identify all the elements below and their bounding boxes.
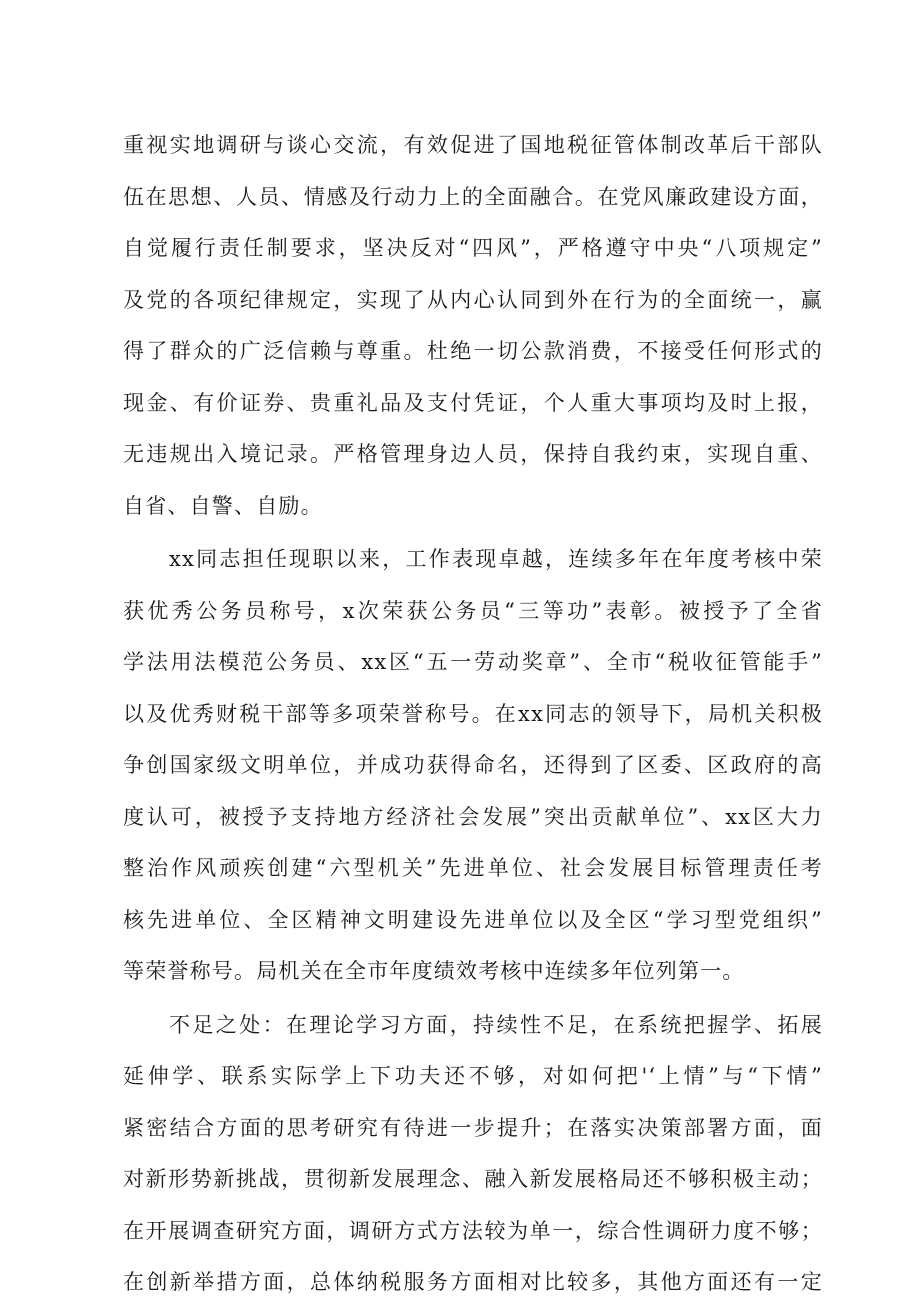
text-line: 度认可，被授予支持地方经济社会发展”突出贡献单位”、xx区大力 xyxy=(123,804,823,829)
text-line: 现金、有价证券、贵重礼品及支付凭证，个人重大事项均及时上报， xyxy=(123,390,823,415)
text-line: 伍在思想、人员、情感及行动力上的全面融合。在党风廉政建设方面， xyxy=(123,184,823,209)
text-line: 紧密结合方面的思考研究有待进一步提升；在落实决策部署方面，面 xyxy=(123,1115,823,1140)
paragraph-integrity xyxy=(123,120,823,532)
text-line: 争创国家级文明单位，并成功获得命名，还得到了区委、区政府的高 xyxy=(123,753,823,777)
text-line: 无违规出入境记录。严格管理身边人员，保持自我约束，实现自重、 xyxy=(123,442,823,466)
text-line: 获优秀公务员称号，x次荣获公务员“三等功”表彰。被授予了全省 xyxy=(123,598,823,623)
text-line: 对新形势新挑战，贯彻新发展理念、融入新发展格局还不够积极主动； xyxy=(123,1167,823,1191)
text-line: xx同志担任现职以来，工作表现卓越，连续多年在年度考核中荣 xyxy=(169,547,823,571)
paragraph-achievements xyxy=(123,534,823,998)
text-line: 延伸学、联系实际学上下功夫还不够，对如何把'‘上情”与“下情” xyxy=(123,1064,823,1088)
text-line: 自觉履行责任制要求，坚决反对“四风”，严格遵守中央“八项规定” xyxy=(123,236,823,260)
text-line: 等荣誉称号。局机关在全市年度绩效考核中连续多年位列第一。 xyxy=(123,959,745,983)
text-line: 核先进单位、全区精神文明建设先进单位以及全区“学习型党组织” xyxy=(123,907,823,932)
text-line: 学法用法模范公务员、xx区“五一劳动奖章”、全市“税收征管能手” xyxy=(123,650,823,674)
paragraph-shortcomings xyxy=(123,1000,823,1309)
text-line: 及党的各项纪律规定，实现了从内心认同到外在行为的全面统一，赢 xyxy=(123,287,823,312)
text-line: 整治作风顽疾创建“六型机关”先进单位、社会发展目标管理责任考 xyxy=(123,856,823,880)
text-line: 在开展调查研究方面，调研方式方法较为单一，综合性调研力度不够； xyxy=(123,1218,823,1243)
text-line: 自省、自警、自励。 xyxy=(123,493,323,518)
document-body xyxy=(123,120,823,1309)
text-line: 以及优秀财税干部等多项荣誉称号。在xx同志的领导下，局机关积极 xyxy=(123,701,823,726)
text-line: 不足之处：在理论学习方面，持续性不足，在系统把握学、拓展 xyxy=(169,1012,823,1037)
text-line: 得了群众的广泛信赖与尊重。杜绝一切公款消费，不接受任何形式的 xyxy=(123,339,823,363)
text-line: 在创新举措方面，总体纳税服务方面相对比较多，其他方面还有一定 xyxy=(123,1270,823,1294)
text-line: 重视实地调研与谈心交流，有效促进了国地税征管体制改革后干部队 xyxy=(123,133,823,157)
